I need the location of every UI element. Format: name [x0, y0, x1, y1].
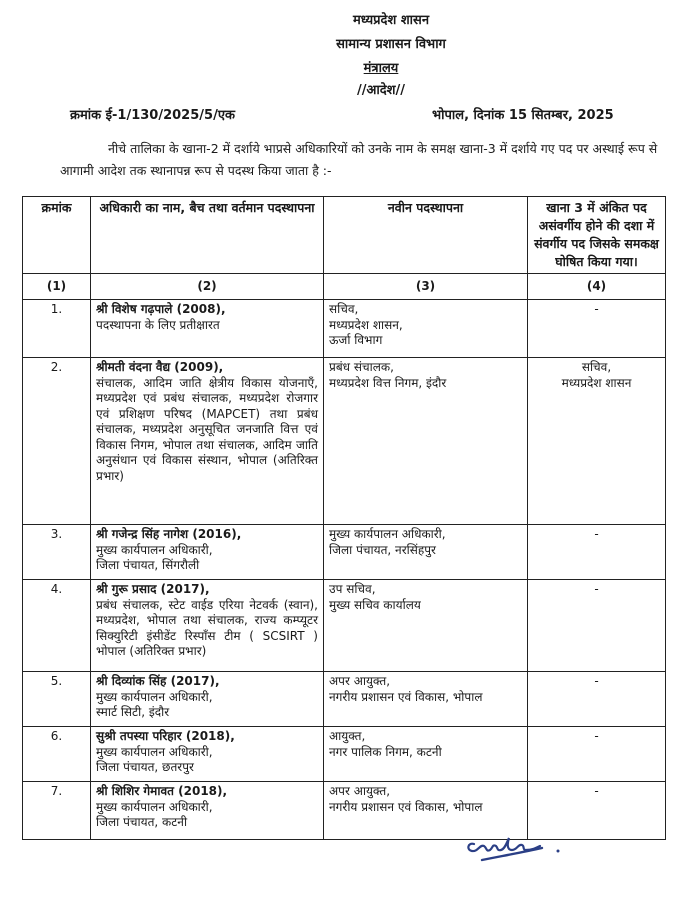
- table-row: [23, 580, 666, 672]
- current-posting: मुख्य कार्यपालन अधिकारी, जिला पंचायत, कटनी: [96, 799, 213, 829]
- order-number: क्रमांक ई-1/130/2025/5/एक: [70, 108, 235, 123]
- table-row: [23, 358, 666, 525]
- colnum-1: (1): [23, 274, 91, 300]
- officer-cell: [91, 672, 324, 727]
- current-posting: पदस्थापना के लिए प्रतीक्षारत: [96, 317, 220, 332]
- officer-cell: [91, 782, 324, 840]
- new-posting-line: जिला पंचायत, नरसिंहपुर: [329, 542, 436, 557]
- new-posting-line: सचिव,: [329, 302, 359, 316]
- postings-table: [22, 196, 666, 840]
- new-posting-cell: [324, 580, 528, 672]
- officer-name: सुश्री तपस्या परिहार (2018),: [96, 729, 235, 743]
- officer-name: श्री दिव्यांक सिंह (2017),: [96, 674, 220, 688]
- table-header-row: [23, 197, 666, 274]
- equivalent-post-cell: [528, 580, 666, 672]
- new-posting-cell: [324, 727, 528, 782]
- header-new-posting: नवीन पदस्थापना: [324, 197, 528, 274]
- serial-number: 6.: [23, 727, 91, 782]
- serial-number: 4.: [23, 580, 91, 672]
- new-posting-line: मध्यप्रदेश शासन,: [329, 317, 403, 332]
- header-equivalent: खाना 3 में अंकित पद असंवर्गीय होने की दशा में संवर्गीय पद जिसके समकक्ष घोषित किया गया।: [528, 197, 666, 274]
- current-posting: मुख्य कार्यपालन अधिकारी, जिला पंचायत, छतरपुर: [96, 744, 213, 774]
- serial-number: 5.: [23, 672, 91, 727]
- equivalent-post-cell: [528, 358, 666, 525]
- table-row: [23, 727, 666, 782]
- officer-name: श्री गजेन्द्र सिंह नागेश (2016),: [96, 527, 242, 541]
- colnum-4: (4): [528, 274, 666, 300]
- new-posting-cell: [324, 672, 528, 727]
- officer-cell: [91, 300, 324, 358]
- new-posting-cell: [324, 358, 528, 525]
- equivalent-post-cell: [528, 300, 666, 358]
- equivalent-post-cell: [528, 727, 666, 782]
- new-posting-line: अपर आयुक्त,: [329, 674, 391, 688]
- current-posting: मुख्य कार्यपालन अधिकारी, स्मार्ट सिटी, इंदौर: [96, 689, 213, 719]
- table-row: [23, 525, 666, 580]
- table-row: [23, 782, 666, 840]
- department-title: सामान्य प्रशासन विभाग: [336, 37, 446, 52]
- colnum-3: (3): [324, 274, 528, 300]
- serial-number: 1.: [23, 300, 91, 358]
- equivalent-post-line: -: [594, 729, 599, 743]
- serial-number: 2.: [23, 358, 91, 525]
- new-posting-line: अपर आयुक्त,: [329, 784, 391, 798]
- column-number-row: [23, 274, 666, 300]
- new-posting-line: आयुक्त,: [329, 729, 366, 743]
- officer-cell: [91, 358, 324, 525]
- new-posting-cell: [324, 525, 528, 580]
- equivalent-post-cell: [528, 672, 666, 727]
- serial-number: 7.: [23, 782, 91, 840]
- equivalent-post-cell: [528, 782, 666, 840]
- new-posting-line: ऊर्जा विभाग: [329, 333, 383, 347]
- new-posting-line: नगरीय प्रशासन एवं विकास, भोपाल: [329, 689, 483, 704]
- officer-cell: [91, 580, 324, 672]
- order-place-date: भोपाल, दिनांक 15 सितम्बर, 2025: [432, 108, 614, 123]
- new-posting-line: नगर पालिक निगम, कटनी: [329, 744, 442, 759]
- equivalent-post-line: -: [594, 674, 599, 688]
- order-heading: //आदेश//: [356, 83, 406, 98]
- officer-name: श्री शिशिर गेमावत (2018),: [96, 784, 228, 798]
- officer-name: श्री गुरू प्रसाद (2017),: [96, 582, 210, 596]
- current-posting: संचालक, आदिम जाति क्षेत्रीय विकास योजनाएँ, मध्यप्रदेश एवं प्रबंध संचालक, मध्यप्रदेश रोजगार एवं प्रशिक्षण परिषद (MAPCET) तथा प्रबंध संचालक, मध्यप्रदेश अनुसूचित जनजाति वित्त एवं विकास निगम, भोपाल तथा संचालक, आदिम जाति अनुसंधान एवं विकास संस्थान, भोपाल (अतिरिक्त प्रभार): [96, 375, 318, 483]
- new-posting-line: मुख्य सचिव कार्यालय: [329, 597, 421, 612]
- table-row: [23, 300, 666, 358]
- officer-name: श्री विशेष गढ़पाले (2008),: [96, 302, 226, 316]
- new-posting-cell: [324, 782, 528, 840]
- ministry-title: मंत्रालय: [363, 61, 399, 76]
- serial-number: 3.: [23, 525, 91, 580]
- current-posting: मुख्य कार्यपालन अधिकारी, जिला पंचायत, सिंगरौली: [96, 542, 213, 572]
- equivalent-post-line: -: [594, 582, 599, 596]
- table-row: [23, 672, 666, 727]
- equivalent-post-cell: [528, 525, 666, 580]
- signature-icon: [462, 832, 582, 872]
- equivalent-post-line: मध्यप्रदेश शासन: [561, 375, 632, 390]
- new-posting-line: मुख्य कार्यपालन अधिकारी,: [329, 527, 446, 541]
- new-posting-line: नगरीय प्रशासन एवं विकास, भोपाल: [329, 799, 483, 814]
- intro-paragraph: नीचे तालिका के खाना-2 में दर्शाये भाप्रसे अधिकारियों को उनके नाम के समक्ष खाना-3 में दर्शाये गए पद पर अस्थाई रूप से आगामी आदेश तक स्थानापन्न रूप से पदस्थ किया जाता है :-: [60, 141, 658, 178]
- header-officer: अधिकारी का नाम, बैच तथा वर्तमान पदस्थापना: [91, 197, 324, 274]
- equivalent-post-line: सचिव,: [581, 360, 612, 374]
- current-posting: प्रबंध संचालक, स्टेट वाईड एरिया नेटवर्क (स्वान), मध्यप्रदेश, भोपाल तथा संचालक, राज्य कम्प्यूटर सिक्युरिटी इंसीडेंट रिस्पाँस टीम ( SCSIRT ) भोपाल (अतिरिक्त प्रभार): [96, 597, 318, 658]
- officer-name: श्रीमती वंदना वैद्य (2009),: [96, 360, 224, 374]
- equivalent-post-line: -: [594, 527, 599, 541]
- new-posting-cell: [324, 300, 528, 358]
- new-posting-line: उप सचिव,: [329, 582, 376, 596]
- colnum-2: (2): [91, 274, 324, 300]
- equivalent-post-line: -: [594, 784, 599, 798]
- header-serial: क्रमांक: [23, 197, 91, 274]
- new-posting-line: प्रबंध संचालक,: [329, 360, 394, 374]
- officer-cell: [91, 727, 324, 782]
- equivalent-post-line: -: [594, 302, 599, 316]
- new-posting-line: मध्यप्रदेश वित्त निगम, इंदौर: [329, 375, 447, 390]
- government-title: मध्यप्रदेश शासन: [352, 13, 430, 28]
- officer-cell: [91, 525, 324, 580]
